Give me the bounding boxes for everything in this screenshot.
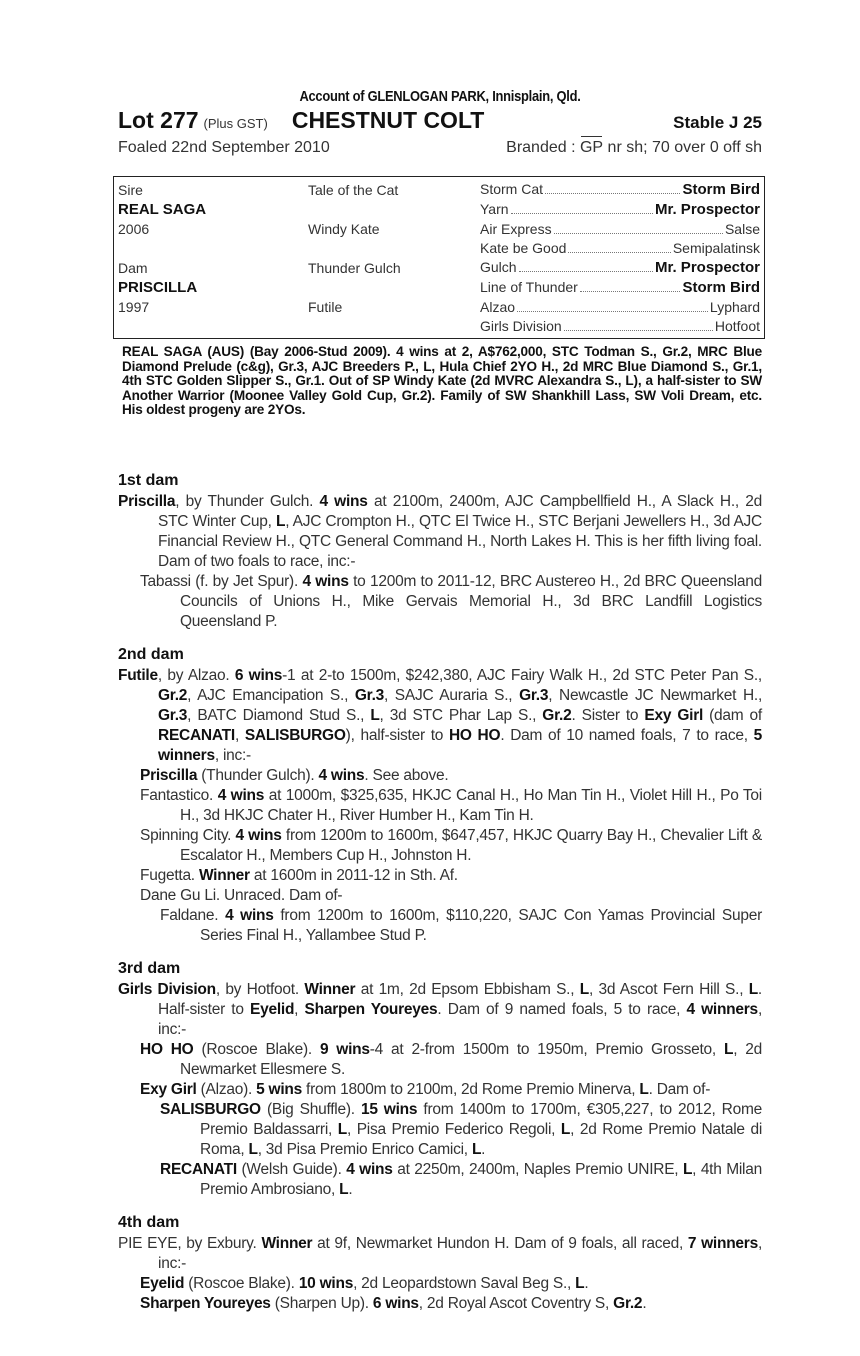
brand-details: nr sh; 70 over 0 off sh	[603, 139, 762, 156]
text: , 2d Royal Ascot Coventry S,	[418, 1295, 614, 1312]
bold-text: Gr.3	[354, 687, 385, 704]
bold-text: SALISBURGO	[244, 727, 346, 744]
bold-text: 4 wins	[319, 493, 368, 510]
bold-text: RECANATI	[160, 1161, 237, 1178]
bold-text: 6 wins	[234, 667, 283, 684]
pedigree-great-grandparent	[480, 201, 760, 218]
pedigree-row	[118, 317, 760, 337]
bold-text: Winner	[198, 867, 250, 884]
brand-letters: GP	[579, 139, 604, 156]
dam-entry	[118, 886, 762, 906]
text: .	[584, 1275, 589, 1292]
text: from 1200m to 1600m, $110,220, SAJC Con Yamas Provincial Super Series Final H., Yallambee Stud P.	[200, 907, 762, 944]
text: Dane Gu Li. Unraced. Dam of-	[140, 887, 343, 904]
horse-description: CHESTNUT COLT	[291, 107, 485, 133]
text: ,	[234, 727, 245, 744]
pedigree-table	[113, 176, 765, 339]
dam-entry	[118, 492, 762, 572]
pedigree-grandparent: Windy Kate	[308, 220, 380, 237]
bold-text: L	[639, 1081, 649, 1098]
text: Fantastico.	[140, 787, 218, 804]
text: , by Hotfoot.	[215, 981, 305, 998]
text: , 3d Pisa Premio Enrico Camici,	[257, 1141, 472, 1158]
text: , BATC Diamond Stud S.,	[187, 707, 371, 724]
bold-text: 4 wins	[217, 787, 265, 804]
dam-entry	[118, 1294, 762, 1314]
pedigree-parent: Sire	[118, 181, 143, 198]
dam-section	[118, 646, 762, 946]
text: , AJC Emancipation S.,	[187, 687, 355, 704]
text: . Dam of 10 named foals, 7 to race,	[500, 727, 754, 744]
dam-entry	[118, 1234, 762, 1274]
ancestor-sire: Mr. Prospector	[654, 259, 760, 277]
bold-text: 4 wins	[225, 907, 274, 924]
dam-entry	[118, 866, 762, 886]
pedigree-parent: REAL SAGA	[118, 200, 207, 218]
pedigree-row	[118, 200, 760, 220]
bold-text: L	[575, 1275, 585, 1292]
dam-entry	[118, 1160, 762, 1200]
text: Fugetta.	[140, 867, 199, 884]
bold-text: L	[275, 513, 286, 530]
text: at 2100m, 2400m, AJC Campbellfield H., A Slack H., 2d STC Winter Cup,	[158, 493, 762, 530]
text: , AJC Crompton H., QTC El Twice H., STC Berjani Jewellers H., 3d AJC Financial Review H., QTC General Command H., North Lakes H. This is her fifth living foal. Dam of two foals to race, inc:-	[158, 513, 762, 570]
bold-text: Gr.3	[519, 687, 549, 704]
plus-gst-note: (Plus GST)	[203, 116, 268, 131]
ancestor-name: Gulch	[480, 259, 517, 276]
sire-blurb: REAL SAGA (AUS) (Bay 2006-Stud 2009). 4 wins at 2, A$762,000, STC Todman S., Gr.2, MRC Blue Diamond Prelude (c&g), Gr.3, AJC Breeders P., L, Hula Chief 2YO H., 2d MRC Blue Diamond S., Gr.1, 4th STC Golden Slipper S., Gr.1. Out of SP Windy Kate (2d MVRC Alexandra S., L), a half-sister to SW Another Warrior (Moonee Valley Gold Cup, Gr.2). Family of SW Shankhill Lass, SW Voli Dream, etc. His oldest progeny are 2YOs.	[122, 344, 762, 418]
text: at 1m, 2d Epsom Ebbisham S.,	[355, 981, 580, 998]
text: (Sharpen Up).	[270, 1295, 373, 1312]
dam-entry	[118, 826, 762, 866]
bold-text: 15 wins	[360, 1101, 418, 1118]
pedigree-great-grandparent	[480, 259, 760, 276]
text: (Roscoe Blake).	[193, 1041, 320, 1058]
catalogue-page	[118, 88, 763, 1312]
dam-entry	[118, 980, 762, 1040]
bold-text: Sharpen Youreyes	[304, 1001, 438, 1018]
text: (dam of	[703, 707, 762, 724]
text: at 1000m, $325,635, HKJC Canal H., Ho Man Tin H., Violet Hill H., Po Toi H., 3d HKJC Chater H., River Humber H., Kam Tin H.	[180, 787, 762, 824]
text: .	[642, 1295, 647, 1312]
pedigree-row	[118, 219, 760, 239]
pedigree-parent: Dam	[118, 259, 148, 276]
text: (Roscoe Blake).	[184, 1275, 299, 1292]
dam-heading: 4th dam	[118, 1214, 180, 1231]
bold-text: Gr.2	[542, 707, 572, 724]
text: from 1200m to 1600m, $647,457, HKJC Quarry Bay H., Chevalier Lift & Escalator H., Members Cup H., Johnston H.	[180, 827, 762, 864]
bold-text: 4 wins	[318, 767, 365, 784]
bold-text: 4 wins	[235, 827, 282, 844]
text: from 1400m to 1700m, €305,227, to 2012, Rome Premio Baldassarri,	[200, 1101, 762, 1138]
bold-text: Sharpen Youreyes	[140, 1295, 271, 1312]
text: -1 at 2-to 1500m, $242,380, AJC Fairy Walk H., 2d STC Peter Pan S.,	[282, 667, 762, 684]
bold-text: Gr.3	[158, 707, 188, 724]
bold-text: L	[723, 1041, 734, 1058]
text: Faldane.	[160, 907, 226, 924]
text: (Alzao).	[196, 1081, 257, 1098]
text: Tabassi (f. by Jet Spur).	[140, 573, 303, 590]
bold-text: 9 wins	[319, 1041, 370, 1058]
dot-leader	[545, 193, 680, 194]
text: at 9f, Newmarket Hundon H. Dam of 9 foals, all raced,	[312, 1235, 688, 1252]
bold-text: L	[579, 981, 589, 998]
pedigree-row	[118, 239, 760, 259]
bold-text: L	[339, 1181, 349, 1198]
pedigree-great-grandparent	[480, 279, 760, 296]
ancestor-name: Alzao	[480, 298, 516, 315]
bold-text: Eyelid	[140, 1275, 185, 1292]
dot-leader	[554, 233, 723, 234]
bold-text: L	[748, 981, 758, 998]
text: Spinning City.	[140, 827, 236, 844]
bold-text: Priscilla	[140, 767, 198, 784]
text: to 1200m to 2011-12, BRC Austereo H., 2d BRC Queensland Councils of Unions H., Mike Gervais Memorial H., 3d BRC Landfill Logistics Queensland P.	[180, 573, 762, 630]
bold-text: Futile	[118, 667, 158, 684]
ancestor-name: Air Express	[480, 220, 552, 237]
text: , by Thunder Gulch.	[175, 493, 320, 510]
dam-entry	[118, 1080, 762, 1100]
pedigree-row	[118, 258, 760, 278]
pedigree-great-grandparent	[480, 299, 760, 315]
dam-entry	[118, 1100, 762, 1160]
bold-text: Eyelid	[250, 1001, 295, 1018]
text: , 2d Leopardstown Saval Beg S.,	[353, 1275, 576, 1292]
bold-text: Exy Girl	[140, 1081, 197, 1098]
dam-heading: 1st dam	[118, 472, 179, 489]
bold-text: 4 wins	[346, 1161, 393, 1178]
bold-text: Winner	[261, 1235, 313, 1252]
bold-text: HO HO	[448, 727, 501, 744]
text: , inc:-	[214, 747, 251, 764]
ancestor-sire: Salse	[724, 220, 760, 237]
dam-heading: 3rd dam	[118, 960, 181, 977]
bold-text: 5 winners	[158, 727, 763, 764]
bold-text: 10 wins	[298, 1275, 354, 1292]
pedigree-great-grandparent	[480, 318, 760, 334]
dot-leader	[511, 213, 653, 214]
bold-text: L	[370, 707, 380, 724]
bold-text: Gr.2	[158, 687, 188, 704]
text: (Welsh Guide).	[236, 1161, 347, 1178]
ancestor-name: Line of Thunder	[480, 278, 578, 295]
stable-location: Stable J 25	[673, 113, 762, 132]
text: PIE EYE, by Exbury.	[118, 1235, 262, 1252]
text: from 1800m to 2100m, 2d Rome Premio Minerva,	[302, 1081, 640, 1098]
dam-entry	[118, 572, 762, 632]
dot-leader	[580, 291, 681, 292]
dam-section	[118, 1214, 762, 1314]
bold-text: L	[248, 1141, 258, 1158]
dam-section	[118, 472, 762, 632]
ancestor-name: Kate be Good	[480, 240, 567, 257]
ancestor-sire: Semipalatinsk	[672, 240, 760, 257]
text: (Big Shuffle).	[260, 1101, 361, 1118]
dot-leader	[517, 311, 708, 312]
pedigree-great-grandparent	[480, 221, 760, 237]
dot-leader	[568, 252, 670, 253]
dam-section	[118, 960, 762, 1200]
pedigree-parent: 2006	[118, 220, 150, 237]
ancestor-name: Yarn	[480, 200, 509, 217]
pedigree-great-grandparent	[480, 181, 760, 198]
text: .	[481, 1141, 486, 1158]
bold-text: L	[560, 1121, 571, 1138]
text: , 3d Ascot Fern Hill S.,	[588, 981, 749, 998]
text: at 2250m, 2400m, Naples Premio UNIRE,	[392, 1161, 683, 1178]
text: . Dam of-	[648, 1081, 711, 1098]
brand-info	[506, 139, 762, 161]
text: ,	[294, 1001, 305, 1018]
text: , by Alzao.	[157, 667, 235, 684]
lot-number: Lot 277	[118, 107, 199, 133]
text: . Half-sister to	[158, 981, 762, 1018]
dam-entry	[118, 766, 762, 786]
bold-text: 4 wins	[302, 573, 349, 590]
bold-text: Winner	[304, 981, 356, 998]
dam-lines	[118, 458, 762, 1314]
bold-text: HO HO	[140, 1041, 194, 1058]
bold-text: RECANATI	[158, 727, 235, 744]
text: , 3d STC Phar Lap S.,	[379, 707, 543, 724]
dam-entry	[118, 906, 762, 946]
bold-text: Priscilla	[118, 493, 176, 510]
vendor-account: Account of GLENLOGAN PARK, Innisplain, Qld.	[299, 88, 581, 105]
bold-text: 6 wins	[372, 1295, 419, 1312]
text: ), half-sister to	[345, 727, 449, 744]
text: , 4th Milan Premio Ambrosiano,	[200, 1161, 762, 1198]
text: . Sister to	[571, 707, 645, 724]
bold-text: SALISBURGO	[160, 1101, 261, 1118]
pedigree-row	[118, 297, 760, 317]
text: , Pisa Premio Federico Regoli,	[346, 1121, 561, 1138]
bold-text: Exy Girl	[644, 707, 704, 724]
dam-entry	[118, 1040, 762, 1080]
text: , 2d Rome Premio Natale di Roma,	[200, 1121, 763, 1158]
bold-text: 7 winners	[687, 1235, 758, 1252]
text: . See above.	[364, 767, 449, 784]
text: , 2d Newmarket Ellesmere S.	[180, 1041, 762, 1078]
dam-heading: 2nd dam	[118, 646, 184, 663]
ancestor-name: Storm Cat	[480, 181, 544, 198]
pedigree-row	[118, 180, 760, 200]
ancestor-name: Girls Division	[480, 318, 562, 335]
ancestor-sire: Hotfoot	[714, 318, 760, 335]
text: , SAJC Auraria S.,	[384, 687, 520, 704]
pedigree-row	[118, 278, 760, 298]
text: , inc:-	[158, 1235, 763, 1272]
pedigree-great-grandparent	[480, 240, 760, 256]
text: at 1600m in 2011-12 in Sth. Af.	[249, 867, 458, 884]
text: -4 at 2-from 1500m to 1950m, Premio Grosseto,	[369, 1041, 724, 1058]
text: .	[348, 1181, 353, 1198]
pedigree-parent: PRISCILLA	[118, 278, 198, 296]
bold-text: L	[337, 1121, 347, 1138]
text: , Newcastle JC Newmarket H.,	[548, 687, 762, 704]
bold-text: Gr.2	[613, 1295, 643, 1312]
pedigree-grandparent: Futile	[308, 298, 343, 315]
foaled-date: Foaled 22nd September 2010	[118, 139, 330, 156]
ancestor-sire: Storm Bird	[682, 181, 760, 199]
dot-leader	[519, 271, 653, 272]
branded-label: Branded :	[506, 139, 580, 156]
pedigree-parent: 1997	[118, 298, 150, 315]
pedigree-grandparent: Thunder Gulch	[308, 259, 401, 276]
bold-text: 4 winners	[686, 1001, 758, 1018]
dot-leader	[564, 330, 713, 331]
dam-entry	[118, 1274, 762, 1294]
bold-text: L	[682, 1161, 693, 1178]
ancestor-sire: Storm Bird	[682, 278, 760, 296]
bold-text: 5 wins	[256, 1081, 302, 1098]
dam-entry	[118, 786, 762, 826]
bold-text: Girls Division	[118, 981, 216, 998]
brand-mark-icon	[580, 139, 603, 157]
pedigree-grandparent: Tale of the Cat	[308, 181, 399, 198]
dam-entry	[118, 666, 762, 766]
ancestor-sire: Lyphard	[709, 298, 760, 315]
text: (Thunder Gulch).	[197, 767, 319, 784]
bold-text: L	[471, 1141, 482, 1158]
lot-line	[118, 107, 762, 135]
foaled-line	[118, 139, 762, 161]
text: . Dam of 9 named foals, 5 to race,	[437, 1001, 687, 1018]
ancestor-sire: Mr. Prospector	[654, 200, 760, 218]
text: , inc:-	[158, 1001, 762, 1038]
